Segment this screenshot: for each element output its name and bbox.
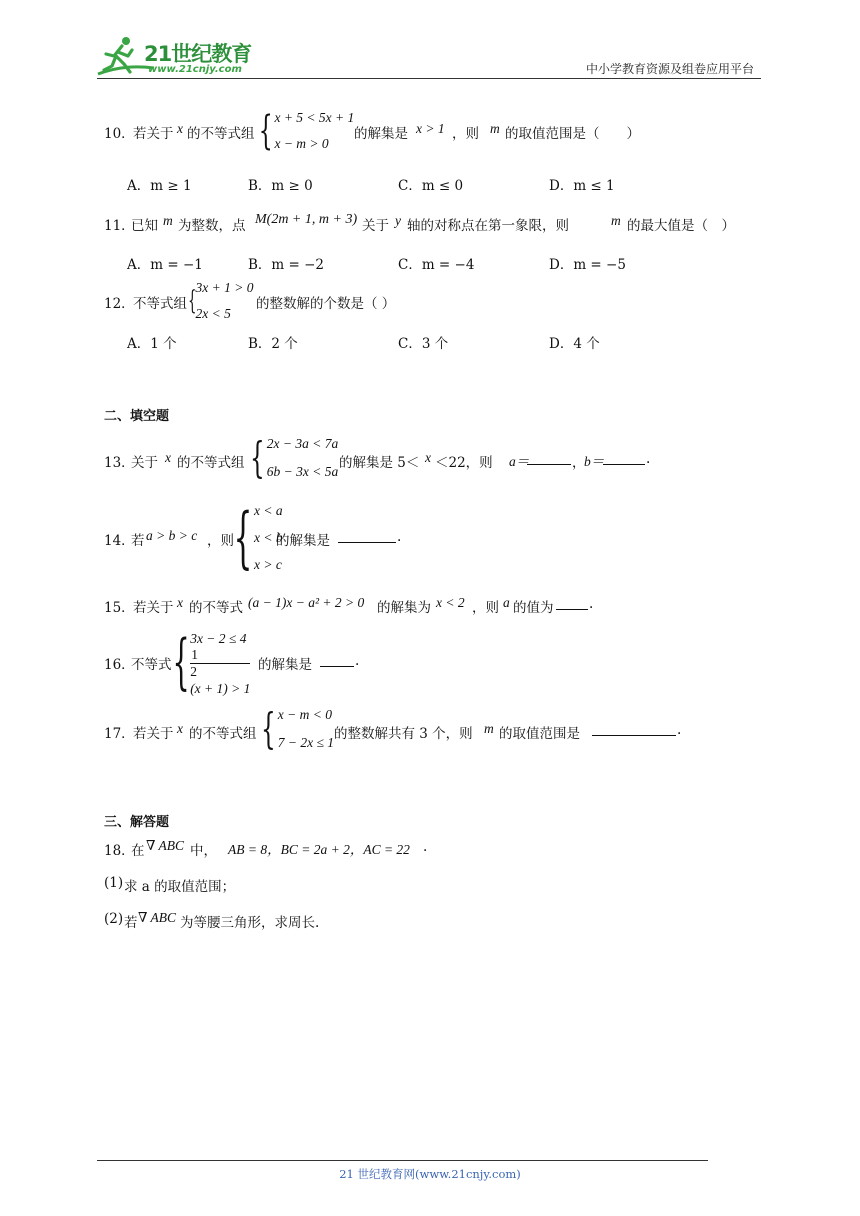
q13-row1: 2x − 3a < 7a xyxy=(266,436,339,451)
q12-brace: { xyxy=(188,286,197,316)
q10-system xyxy=(259,110,354,152)
logo-url: www.21cnjy.com xyxy=(148,64,242,75)
q12-text-post: 的整数解的个数是（ ） xyxy=(256,296,396,312)
q18-number: 18． xyxy=(104,843,135,859)
q16-row1: 3x − 2 ≤ 4 xyxy=(190,631,247,646)
q15-text-post3: 的值为 xyxy=(513,600,554,616)
q11-text2: 为整数，点 xyxy=(178,218,246,234)
q16-system xyxy=(172,627,251,697)
q17-var-m: m xyxy=(484,721,494,736)
logo-text: 21世纪教育 xyxy=(144,42,252,66)
q13-number: 13． xyxy=(104,455,135,471)
q18-part2: 为等腰三角形，求周长. xyxy=(180,915,320,931)
q11-option-c[interactable]: C．m = −4 xyxy=(398,257,475,273)
q15-condition: x < 2 xyxy=(436,595,465,610)
q17-row2: 7 − 2x ≤ 1 xyxy=(277,734,334,750)
q11-var-m: m xyxy=(163,213,173,228)
q13-text-post1: 的解集是 5＜ xyxy=(339,455,420,471)
q15-text-post2: ，则 xyxy=(472,600,499,616)
q14-number: 14． xyxy=(104,533,135,549)
q18-text-pre: 在 xyxy=(131,843,145,859)
q14-row2: x < b xyxy=(254,529,283,545)
site-tagline: 中小学教育资源及组卷应用平台 xyxy=(585,62,754,76)
q10-text-post3: 的取值范围是（ ） xyxy=(505,126,640,142)
q18-part2-triangle: ∇ ABC xyxy=(138,910,177,925)
q10-number: 10． xyxy=(104,126,135,142)
q17-text-mid: 的不等式组 xyxy=(189,726,257,742)
q14-row3: x > c xyxy=(254,556,282,572)
q10-option-d[interactable]: D．m ≤ 1 xyxy=(549,178,615,194)
q14-text-mid: ，则 xyxy=(207,533,234,549)
q15-end: . xyxy=(589,596,594,612)
q11-text4: 轴的对称点在第一象限，则 xyxy=(407,218,569,234)
q14-end: . xyxy=(397,529,402,545)
q13-system xyxy=(250,433,339,482)
q14-row1: x < a xyxy=(254,503,283,518)
q18-part1: 求 a 的取值范围； xyxy=(124,879,236,895)
q18-part1-label: (1) xyxy=(104,875,124,891)
q13-brace: { xyxy=(250,433,265,482)
q14-text-pre: 若 xyxy=(131,533,145,549)
q12-row2: 2x < 5 xyxy=(195,305,231,321)
q17-number: 17． xyxy=(104,726,135,742)
q12-option-c[interactable]: C．3 个 xyxy=(398,336,449,352)
q17-end: . xyxy=(677,722,682,738)
q11-var-m2: m xyxy=(611,213,621,228)
footer-divider xyxy=(97,1160,708,1161)
q18-part2-label: (2) xyxy=(104,911,124,927)
q10-row2: x − m > 0 xyxy=(274,135,329,151)
q12-row1: 3x + 1 > 0 xyxy=(195,280,254,295)
q10-text-post1: 的解集是 xyxy=(354,126,408,142)
q13-answer-a[interactable] xyxy=(527,450,571,465)
q16-end: . xyxy=(355,653,360,669)
q11-option-b[interactable]: B．m = −2 xyxy=(248,257,325,273)
q13-var-x2: x xyxy=(425,450,431,465)
q12-option-b[interactable]: B．2 个 xyxy=(248,336,298,352)
q16-brace: { xyxy=(172,627,190,697)
q14-condition: a > b > c xyxy=(146,528,198,543)
q14-text-post: 的解集是 xyxy=(276,533,330,549)
q10-row1: x + 5 < 5x + 1 xyxy=(274,110,355,125)
q18-text-mid: 中， xyxy=(190,843,217,859)
q17-text-post1: 的整数解共有 3 个，则 xyxy=(334,726,473,742)
q11-number: 11． xyxy=(104,218,135,234)
q11-option-d[interactable]: D．m = −5 xyxy=(549,257,626,273)
q18-part2-pre: 若 xyxy=(124,915,138,931)
q10-var-m: m xyxy=(490,121,500,136)
q12-number: 12． xyxy=(104,296,135,312)
q15-var-x: x xyxy=(177,595,183,610)
q15-expression: (a − 1)x − a² + 2 > 0 xyxy=(248,595,365,610)
q17-row1: x − m < 0 xyxy=(277,707,332,722)
q16-answer[interactable] xyxy=(320,652,354,667)
q11-text5: 的最大值是（ ） xyxy=(627,218,735,234)
section-title-answer: 三、解答题 xyxy=(104,815,170,830)
q11-var-y: y xyxy=(395,213,401,228)
q13-sep: ， xyxy=(572,455,586,471)
q10-text-pre: 若关于 xyxy=(133,126,174,142)
q15-answer[interactable] xyxy=(556,595,588,610)
q13-text-pre: 关于 xyxy=(131,455,158,471)
q15-number: 15． xyxy=(104,600,135,616)
q13-b-label: b＝ xyxy=(584,454,605,469)
q18-end: . xyxy=(423,839,428,855)
q17-text-pre: 若关于 xyxy=(133,726,174,742)
site-logo xyxy=(94,34,264,78)
q16-fraction xyxy=(190,647,250,680)
footer-link[interactable]: 21 世纪教育网(www.21cnjy.com) xyxy=(339,1167,521,1181)
q12-option-a[interactable]: A．1 个 xyxy=(127,336,177,352)
q10-option-c[interactable]: C．m ≤ 0 xyxy=(398,178,464,194)
q15-text-pre: 若关于 xyxy=(133,600,174,616)
q15-var-a: a xyxy=(503,595,510,610)
q14-brace: { xyxy=(233,499,253,576)
q15-text-post1: 的解集为 xyxy=(377,600,431,616)
q10-brace: { xyxy=(258,108,273,154)
q10-text-post2: ，则 xyxy=(452,126,479,142)
q17-system xyxy=(261,704,334,753)
q11-point: M(2m + 1, m + 3) xyxy=(255,212,358,227)
q13-a-label: a＝ xyxy=(509,454,530,469)
q10-text-mid: 的不等式组 xyxy=(187,126,255,142)
q16-text-post: 的解集是 xyxy=(258,657,312,673)
q17-text-post2: 的取值范围是 xyxy=(499,726,580,742)
q10-option-a[interactable]: A．m ≥ 1 xyxy=(127,178,192,194)
q12-system xyxy=(188,280,254,322)
header-divider xyxy=(97,78,761,79)
q13-answer-b[interactable] xyxy=(603,450,645,465)
q11-text1: 已知 xyxy=(131,218,158,234)
q11-option-a[interactable]: A．m = −1 xyxy=(127,257,203,273)
q17-brace: { xyxy=(261,704,276,753)
q13-var-x: x xyxy=(165,450,171,465)
q13-text-mid: 的不等式组 xyxy=(177,455,245,471)
q12-option-d[interactable]: D．4 个 xyxy=(549,336,600,352)
q17-var-x: x xyxy=(177,721,183,736)
q14-answer[interactable] xyxy=(338,528,396,543)
q16-frac-num: 1 xyxy=(190,647,250,664)
q15-text-mid: 的不等式 xyxy=(189,600,243,616)
q18-conditions: AB = 8，BC = 2a + 2，AC = 22 xyxy=(228,842,410,857)
q12-text-pre: 不等式组 xyxy=(133,296,187,312)
section-title-fill-blank: 二、填空题 xyxy=(104,409,170,424)
q10-var-x: x xyxy=(177,121,183,136)
q18-triangle: ∇ ABC xyxy=(146,838,185,853)
q16-number: 16． xyxy=(104,657,135,673)
q17-answer[interactable] xyxy=(592,721,676,736)
q11-text3: 关于 xyxy=(362,218,389,234)
q16-frac-den: 2 xyxy=(190,664,197,680)
q10-condition: x > 1 xyxy=(416,121,445,136)
q13-row2: 6b − 3x < 5a xyxy=(266,463,339,479)
q16-text-pre: 不等式 xyxy=(131,657,172,673)
q16-row2: (x + 1) > 1 xyxy=(190,680,251,696)
q13-text-post2: ＜22，则 xyxy=(435,455,493,471)
q13-end: . xyxy=(646,451,651,467)
q10-option-b[interactable]: B．m ≥ 0 xyxy=(248,178,313,194)
